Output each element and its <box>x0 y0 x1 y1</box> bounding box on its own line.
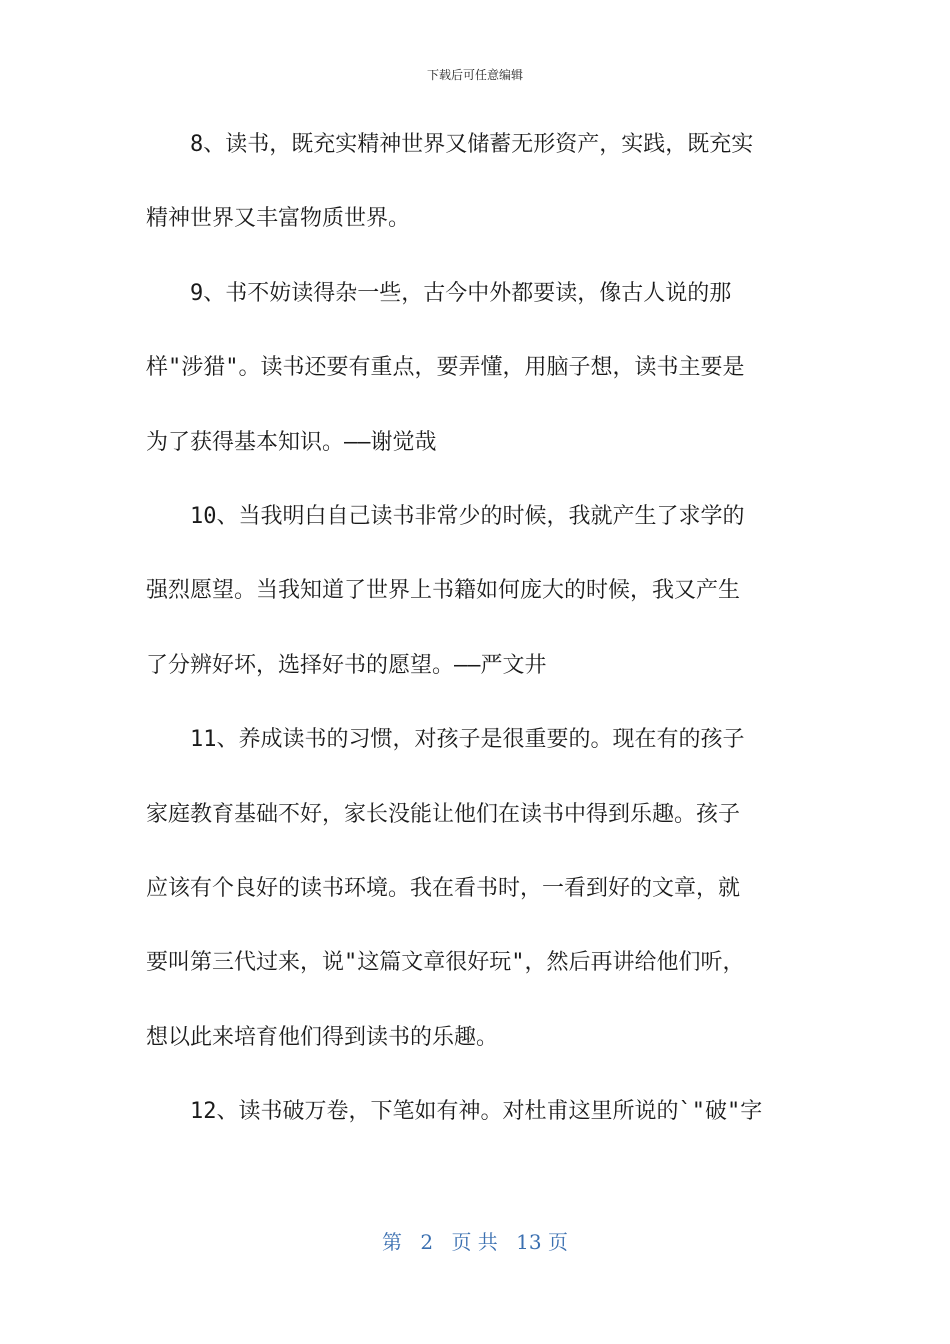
text-line: 样"涉猎"。读书还要有重点，要弄懂，用脑子想，读书主要是 <box>146 355 745 381</box>
text-line: 强烈愿望。当我知道了世界上书籍如何庞大的时候，我又产生 <box>146 578 741 604</box>
text-line: 8、读书，既充实精神世界又储蓄无形资产，实践，既充实 <box>190 132 754 157</box>
text-line: 9、书不妨读得杂一些，古今中外都要读，像古人说的那 <box>190 280 732 306</box>
footer-middle: 页 共 <box>451 1230 498 1254</box>
text-line: 11、养成读书的习惯，对孩子是很重要的。现在有的孩子 <box>190 727 745 753</box>
page-footer <box>0 1226 950 1255</box>
footer-suffix: 页 <box>547 1230 568 1254</box>
text-line: 12、读书破万卷，下笔如有神。对杜甫这里所说的`"破"字 <box>190 1099 763 1125</box>
text-line: 精神世界又丰富物质世界。 <box>146 206 411 232</box>
text-line: 要叫第三代过来，说"这篇文章很好玩"，然后再讲给他们听， <box>146 950 745 976</box>
text-line: 10、当我明白自己读书非常少的时候，我就产生了求学的 <box>190 503 745 529</box>
document-body <box>146 120 806 1161</box>
text-line: 应该有个良好的读书环境。我在看书时，一看到好的文章，就 <box>146 875 741 901</box>
text-line: 想以此来培育他们得到读书的乐趣。 <box>146 1024 499 1050</box>
footer-prefix: 第 <box>382 1230 402 1254</box>
text-line: 了分辨好坏，选择好书的愿望。——严文井 <box>146 652 547 678</box>
footer-page-number: 2 <box>420 1230 434 1254</box>
text-line: 家庭教育基础不好，家长没能让他们在读书中得到乐趣。孩子 <box>146 801 741 827</box>
footer-total-pages: 13 <box>516 1230 542 1254</box>
text-line: 为了获得基本知识。——谢觉哉 <box>146 429 437 455</box>
page-header: 下载后可任意编辑 <box>426 68 523 82</box>
